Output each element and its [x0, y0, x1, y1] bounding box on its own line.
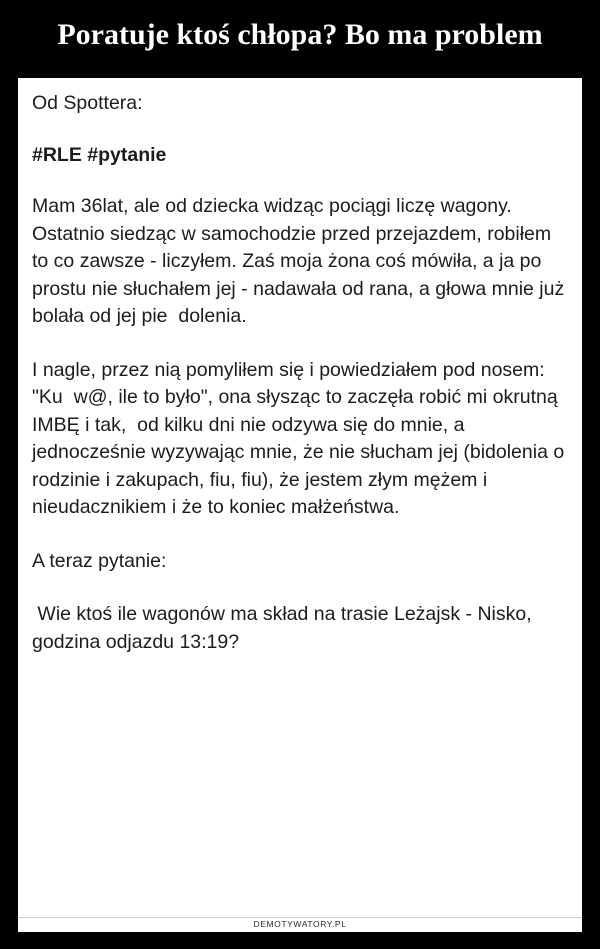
post-paragraph-3: A teraz pytanie: — [32, 549, 167, 572]
title-bar — [0, 0, 600, 64]
post-paragraph-1: Mam 36lat, ale od dziecka widząc pociągi liczę wagony. Ostatnio siedząc w samochodzie przed przejazdem, robiłem to co zawsze - liczyłem. Zaś moja żona coś mówiła, a ja po prostu nie słuchałem jej - nadawała od rana, a głowa mnie już bolała od jej pie dolenia. — [32, 195, 570, 327]
footer-divider — [18, 917, 582, 918]
post-card — [18, 78, 582, 932]
post-content — [18, 78, 582, 656]
post-tags: #RLE #pytanie — [32, 143, 167, 166]
post-paragraph-2: I nagle, przez nią pomyliłem się i powiedziałem pod nosem: "Ku w@, ile to było", ona słysząc to zaczęła robić mi okrutną IMBĘ i tak, od kilku dni nie odzywa się do mnie, a jednocześnie wyzywając mnie, że nie słucham jej (bidolenia o rodzinie i zakupach, fiu, fiu), że jestem złym mężem i nieudacznikiem i że to koniec małżeństwa. — [32, 358, 570, 518]
post-paragraph-4: Wie ktoś ile wagonów ma skład na trasie Leżajsk - Nisko, godzina odjazdu 13:19? — [32, 603, 538, 653]
watermark: DEMOTYWATORY.PL — [253, 919, 347, 929]
post-source-label: Od Spottera: — [32, 92, 143, 114]
page-title: Poratuje ktoś chłopa? Bo ma problem — [57, 18, 543, 51]
